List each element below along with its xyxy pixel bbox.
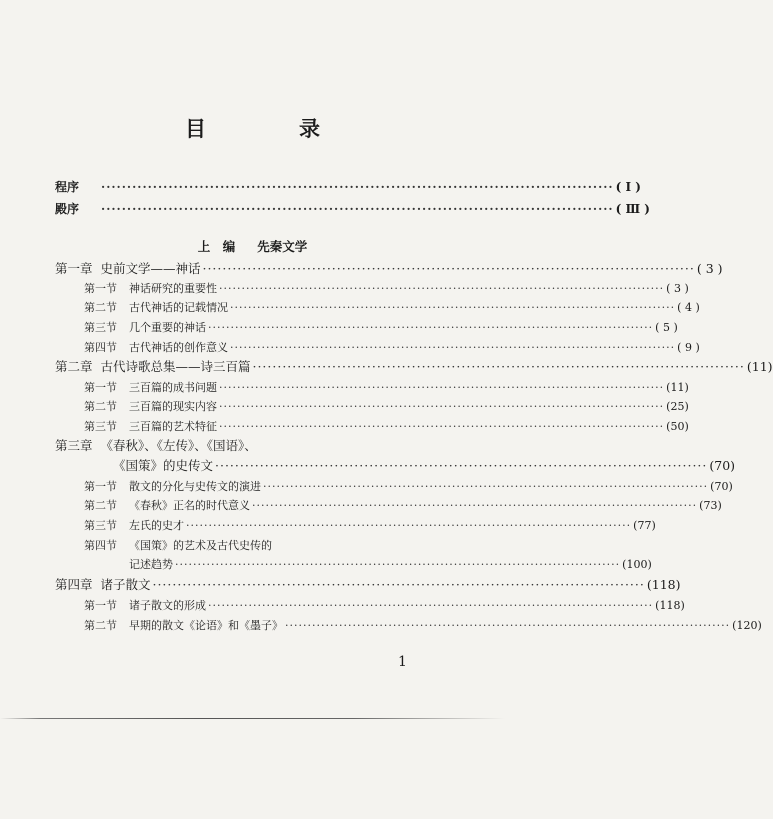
toc-entry-title xyxy=(84,380,217,396)
dot-leader: ··································································································· xyxy=(101,202,614,216)
dot-leader: ··································································································· xyxy=(252,499,698,512)
toc-entry-title xyxy=(84,538,272,554)
section-title: 散文的分化与史传文的演进 xyxy=(129,480,261,493)
section-title: 几个重要的神话 xyxy=(129,321,206,334)
toc-page-number: ( 4 ) xyxy=(677,301,700,314)
toc-chapter-row-continued[interactable] xyxy=(113,458,736,474)
section-title: 诸子散文的形成 xyxy=(129,599,206,612)
section-number: 第一节 xyxy=(84,599,117,612)
dot-leader: ··································································································· xyxy=(252,359,745,374)
dot-leader: ··································································································· xyxy=(285,619,731,632)
part-name: 上 编 xyxy=(197,239,236,254)
section-number: 第四节 xyxy=(84,341,117,354)
section-number: 第二节 xyxy=(84,499,117,512)
page-bottom-rule xyxy=(0,718,505,719)
toc-entry-title: 殿序 xyxy=(55,202,80,216)
toc-page-number: (50) xyxy=(666,420,689,433)
section-number: 第三节 xyxy=(84,321,117,334)
toc-section-row[interactable] xyxy=(84,518,656,534)
section-number: 第四节 xyxy=(84,539,117,552)
part-subtitle: 先秦文学 xyxy=(257,239,308,254)
section-number: 第三节 xyxy=(84,420,117,433)
toc-section-row[interactable] xyxy=(84,598,685,614)
toc-preface-row[interactable] xyxy=(55,179,641,195)
dot-leader: ··································································································· xyxy=(208,599,654,612)
toc-section-row[interactable] xyxy=(84,498,722,514)
toc-section-row[interactable] xyxy=(84,399,689,415)
toc-page-number: (73) xyxy=(699,499,722,512)
toc-entry-title xyxy=(84,419,217,435)
toc-entry-title xyxy=(84,340,228,356)
toc-page-number: (11) xyxy=(666,381,689,394)
toc-page-number: ( 3 ) xyxy=(666,282,689,295)
toc-entry-title xyxy=(84,320,206,336)
section-title: 神话研究的重要性 xyxy=(129,282,217,295)
dot-leader: ··································································································· xyxy=(208,321,654,334)
toc-section-row[interactable] xyxy=(84,380,689,396)
toc-page-number: (100) xyxy=(622,558,652,571)
toc-section-row[interactable] xyxy=(84,618,762,634)
section-title: 《国策》的艺术及古代史传的 xyxy=(129,539,272,552)
toc-page-number: ( Ⅲ ) xyxy=(615,202,650,216)
section-title: 三百篇的艺术特征 xyxy=(129,420,217,433)
dot-leader: ··································································································· xyxy=(219,420,665,433)
dot-leader: ··································································································· xyxy=(230,301,676,314)
toc-page-number: ( I ) xyxy=(615,180,641,194)
chapter-number: 第一章 xyxy=(55,261,93,276)
toc-chapter-row[interactable] xyxy=(55,261,723,277)
dot-leader: ··································································································· xyxy=(186,519,632,532)
toc-page-number: ( 5 ) xyxy=(655,321,678,334)
toc-section-row[interactable] xyxy=(84,340,700,356)
toc-entry-title xyxy=(55,261,200,277)
dot-leader: ··································································································· xyxy=(101,180,614,194)
page-number: 1 xyxy=(398,654,407,670)
section-number: 第二节 xyxy=(84,619,117,632)
toc-chapter-row[interactable] xyxy=(55,577,681,593)
dot-leader: ··································································································· xyxy=(152,577,645,592)
section-title: 古代神话的创作意义 xyxy=(129,341,228,354)
section-title: 三百篇的成书问题 xyxy=(129,381,217,394)
dot-leader: ··································································································· xyxy=(263,480,709,493)
toc-chapter-row[interactable] xyxy=(55,359,773,375)
chapter-number: 第二章 xyxy=(55,359,93,374)
toc-section-row[interactable] xyxy=(84,281,689,297)
toc-page-number: (118) xyxy=(646,577,681,592)
toc-entry-title xyxy=(55,577,150,593)
chapter-title: 古代诗歌总集——诗三百篇 xyxy=(100,359,251,374)
toc-page-number: ( 9 ) xyxy=(677,341,700,354)
toc-page-number: (25) xyxy=(666,400,689,413)
section-number: 第一节 xyxy=(84,381,117,394)
toc-section-row[interactable] xyxy=(84,538,421,554)
section-title: 左氏的史才 xyxy=(129,519,184,532)
dot-leader: ··································································································· xyxy=(219,381,665,394)
toc-page-number: (118) xyxy=(655,599,685,612)
dot-leader: ··································································································· xyxy=(219,282,665,295)
toc-page-number: (70) xyxy=(710,480,733,493)
section-number: 第一节 xyxy=(84,282,117,295)
toc-page-number: (120) xyxy=(732,619,762,632)
toc-entry-title xyxy=(84,281,217,297)
toc-entry-title xyxy=(84,300,228,316)
chapter-title: 史前文学——神话 xyxy=(100,261,201,276)
toc-section-row[interactable] xyxy=(84,479,733,495)
chapter-number: 第四章 xyxy=(55,577,93,592)
toc-page-number: (70) xyxy=(709,458,736,473)
chapter-title-continued: 《国策》的史传文 xyxy=(113,458,214,473)
toc-entry-title xyxy=(84,598,206,614)
toc-entry-title xyxy=(55,359,250,375)
section-number: 第三节 xyxy=(84,519,117,532)
chapter-number: 第三章 xyxy=(55,438,93,453)
toc-section-row-continued[interactable] xyxy=(129,557,652,573)
dot-leader: ··································································································· xyxy=(202,261,695,276)
dot-leader: ··································································································· xyxy=(219,400,665,413)
toc-entry-title xyxy=(55,438,257,454)
section-number: 第二节 xyxy=(84,301,117,314)
toc-entry-title xyxy=(84,498,250,514)
toc-page-number: ( 3 ) xyxy=(696,261,723,276)
section-title-continued: 记述趋势 xyxy=(129,558,173,571)
chapter-title: 《春秋》、《左传》、《国语》、 xyxy=(100,438,257,453)
section-title: 早期的散文《论语》和《墨子》 xyxy=(129,619,283,632)
toc-entry-title: 程序 xyxy=(55,180,80,194)
section-title: 三百篇的现实内容 xyxy=(129,400,217,413)
toc-entry-title xyxy=(84,479,261,495)
part-heading xyxy=(0,237,505,255)
chapter-title: 诸子散文 xyxy=(100,577,151,592)
toc-page-number: (77) xyxy=(633,519,656,532)
section-title: 古代神话的记载情况 xyxy=(129,301,228,314)
page-title: 目 录 xyxy=(185,116,356,141)
dot-leader: ··································································································· xyxy=(215,458,708,473)
toc-entry-title xyxy=(84,518,184,534)
dot-leader: ··································································································· xyxy=(230,341,676,354)
toc-entry-title xyxy=(84,618,283,634)
toc-chapter-row[interactable] xyxy=(55,438,421,454)
toc-entry-title xyxy=(84,399,217,415)
toc-page-number: (11) xyxy=(746,359,773,374)
toc-section-row[interactable] xyxy=(84,300,700,316)
toc-section-row[interactable] xyxy=(84,419,689,435)
section-title: 《春秋》正名的时代意义 xyxy=(129,499,250,512)
dot-leader: ··································································································· xyxy=(175,558,621,571)
section-number: 第二节 xyxy=(84,400,117,413)
toc-section-row[interactable] xyxy=(84,320,678,336)
toc-preface-row[interactable] xyxy=(55,201,650,217)
section-number: 第一节 xyxy=(84,480,117,493)
